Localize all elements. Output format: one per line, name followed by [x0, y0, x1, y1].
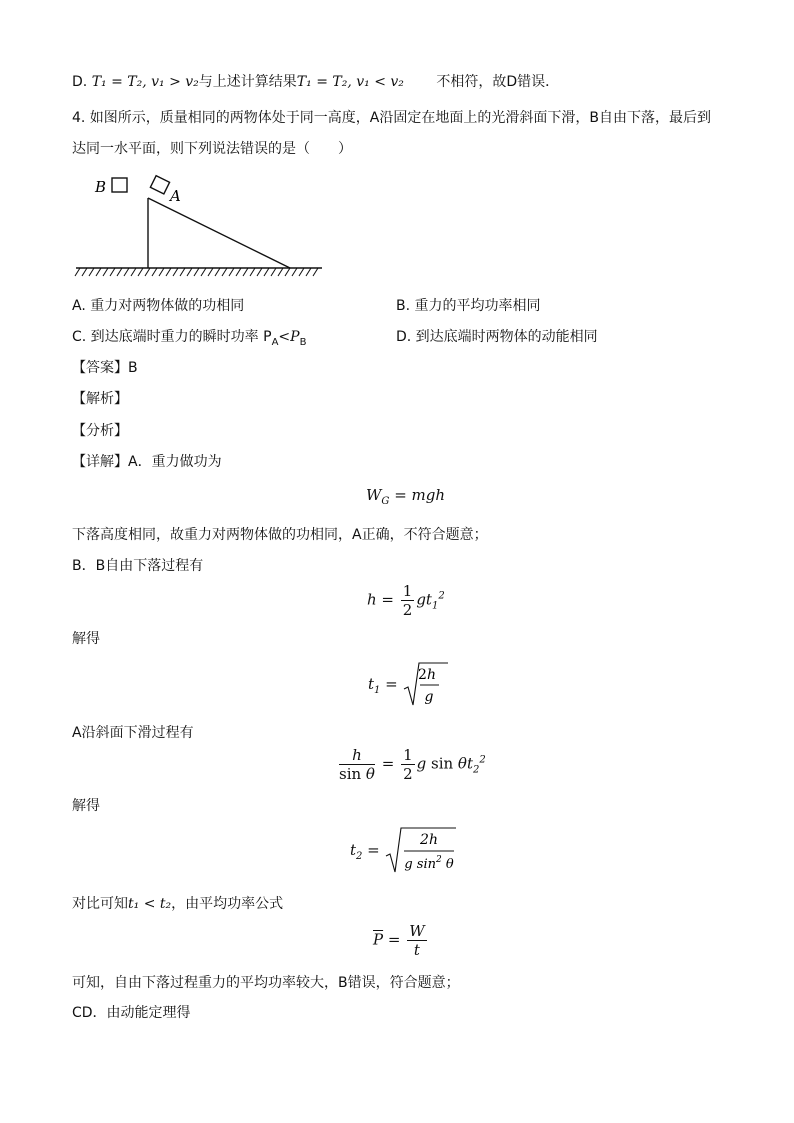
question-4-line-1: 4. 如图所示，质量相同的两物体处于同一高度，A沿固定在地面上的光滑斜面下滑，B自由下落，最后到 [72, 110, 711, 126]
svg-text:g sin2 θ: g $\sin^2 \theta$ [403, 855, 454, 872]
equation-slide: $\frac{h}{\text{sin θ}}$ = $\frac{1}{2}$ g $\sin \theta t_2^2$ [339, 746, 486, 783]
text: 与上述计算结果 [198, 74, 297, 90]
ground-hatching [75, 268, 318, 276]
svg-text:2h: 2h [419, 832, 438, 848]
text-b-wrong: 可知，自由下落过程重力的平均功率较大，B错误，符合题意； [72, 975, 460, 991]
incline-figure [72, 170, 332, 282]
text: ，由平均功率公式 [171, 896, 284, 912]
text-a-correct: 下落高度相同，故重力对两物体做的功相同，A正确，不符合题意； [72, 527, 488, 543]
analysis-heading: 【解析】 [72, 391, 128, 407]
prev-option-d [72, 72, 559, 92]
sqrt-sign [403, 661, 449, 709]
block-b [112, 178, 127, 192]
answer: 【答案】B [72, 360, 138, 376]
equation-t1: $t_1$ = 2h g [368, 661, 449, 709]
equation-average-power: $\overline{P}$ = $\frac{W}{t}$ [373, 922, 425, 959]
svg-text:2h: 2h [417, 667, 436, 683]
slope-line [148, 198, 290, 268]
math-inline: T₁ = T₂, v₁ > v₂ [91, 74, 199, 90]
sqrt-sign [385, 826, 457, 876]
math-inline: <P [278, 329, 300, 345]
compare-line [72, 894, 283, 914]
question-4-line-2: 达同一水平面，则下列说法错误的是（ ） [72, 141, 352, 157]
equation-work: $W_G$ = mgh [366, 486, 446, 507]
subscript: A [271, 336, 279, 348]
solve-label-2: 解得 [72, 798, 100, 814]
option-label: D. [72, 74, 88, 90]
equation-t2: $t_2$ = 2h g $\sin^2 \theta$ [350, 826, 457, 876]
solve-label-1: 解得 [72, 631, 100, 647]
option-a: A. 重力对两物体做的功相同 [72, 298, 245, 314]
label-b: B [95, 178, 107, 196]
text-a-slide: A沿斜面下滑过程有 [72, 725, 194, 741]
label-a: A [170, 187, 181, 205]
block-a [150, 176, 169, 194]
equation-freefall: h = $\frac{1}{2}$ $gt_1^2$ [367, 582, 445, 619]
subscript: B [299, 336, 307, 348]
text-b-freefall: B．B自由下落过程有 [72, 558, 204, 574]
text: 对比可知 [72, 896, 128, 912]
detail-a: 【详解】A．重力做功为 [72, 454, 222, 470]
analysis-sub-heading: 【分析】 [72, 423, 128, 439]
option-d: D. 到达底端时两物体的动能相同 [396, 329, 598, 345]
option-c [72, 327, 306, 353]
svg-text:g: g [424, 689, 433, 705]
math-inline: t₁ < t₂ [128, 896, 172, 912]
text: 不相符，故D错误． [436, 74, 560, 90]
option-c-text: C. 到达底端时重力的瞬时功率 P [72, 329, 272, 345]
text-cd: CD．由动能定理得 [72, 1005, 191, 1021]
option-b: B. 重力的平均功率相同 [396, 298, 541, 314]
math-inline: T₁ = T₂, v₁ < v₂ [296, 74, 404, 90]
